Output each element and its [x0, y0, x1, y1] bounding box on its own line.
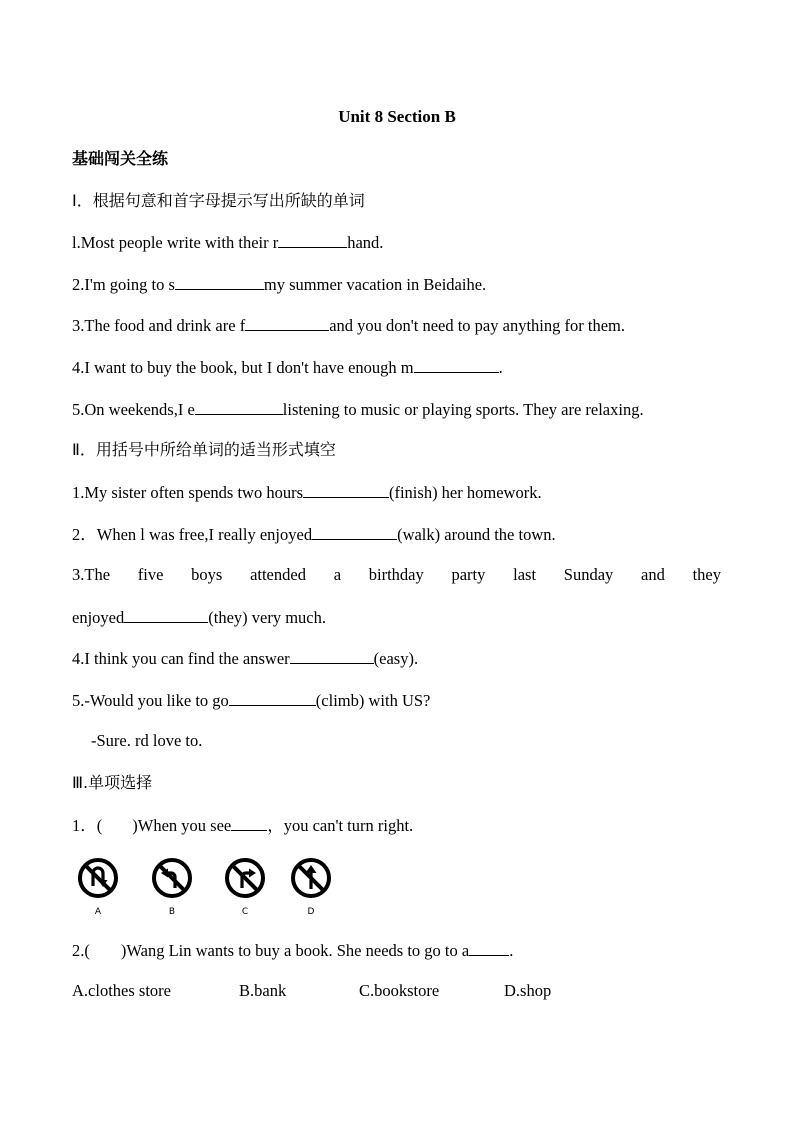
answer-blank[interactable]	[312, 524, 397, 540]
section-2-heading: Ⅱ．用括号中所给单词的适当形式填空	[72, 440, 336, 459]
sec3-question-2: 2.( )Wang Lin wants to buy a book. She needs to go to a .	[72, 941, 514, 960]
no-left-turn-icon	[150, 856, 194, 900]
answer-blank[interactable]	[231, 815, 267, 831]
sec1-item-2: 2.I'm going to s my summer vacation in Beidaihe.	[72, 275, 487, 294]
sign-option-a	[76, 856, 120, 920]
sign-label: A	[94, 907, 102, 917]
no-right-turn-icon	[223, 856, 267, 900]
answer-blank[interactable]	[278, 232, 347, 248]
sec2-item-5-reply: -Sure. rd love to.	[91, 731, 203, 750]
sign-label: D	[307, 907, 315, 917]
sec3-question-1: 1．( )When you see ，you can't turn right.	[72, 816, 414, 835]
sign-label: B	[168, 907, 176, 917]
answer-blank[interactable]	[290, 648, 374, 664]
no-u-turn-icon	[76, 856, 120, 900]
sec2-item-3-line-2: enjoyed (they) very much.	[72, 608, 326, 627]
section-1-heading: I．根据句意和首字母提示写出所缺的单词	[72, 191, 365, 210]
sec2-item-2: 2．When l was free,I really enjoyed (walk) around the town.	[72, 525, 556, 544]
section-subtitle: 基础闯关全练	[72, 149, 169, 168]
sec2-item-4: 4.I think you can find the answer (easy).	[72, 649, 419, 668]
option-c[interactable]: C.bookstore	[359, 981, 440, 1000]
option-b[interactable]: B.bank	[239, 981, 287, 1000]
sign-option-b	[150, 856, 194, 920]
answer-blank[interactable]	[229, 690, 316, 706]
sec1-item-3: 3.The food and drink are f and you don't need to pay anything for them.	[72, 316, 625, 335]
option-d[interactable]: D.shop	[504, 981, 552, 1000]
sec2-item-3-line-1: 3.The five boys attended a birthday party last Sunday and they	[72, 565, 721, 584]
section-3-heading: Ⅲ.单项选择	[72, 773, 153, 792]
sec2-item-5: 5.-Would you like to go (climb) with US?	[72, 691, 431, 710]
answer-blank[interactable]	[414, 357, 499, 373]
answer-blank[interactable]	[469, 940, 509, 956]
sign-label: C	[241, 907, 249, 917]
sec1-item-1: l.Most people write with their r hand.	[72, 233, 384, 252]
page-title: Unit 8 Section B	[338, 107, 456, 126]
answer-blank[interactable]	[124, 607, 208, 623]
sign-option-d	[289, 856, 333, 920]
answer-blank[interactable]	[245, 315, 329, 331]
answer-blank[interactable]	[195, 399, 283, 415]
sign-option-c	[223, 856, 267, 920]
answer-blank[interactable]	[303, 482, 389, 498]
sec3-question-2-options	[72, 981, 722, 1003]
sec1-item-5: 5.On weekends,I e listening to music or playing sports. They are relaxing.	[72, 400, 644, 419]
sec2-item-1: 1.My sister often spends two hours (finish) her homework.	[72, 483, 542, 502]
no-straight-icon	[289, 856, 333, 900]
sec1-item-4: 4.I want to buy the book, but I don't have enough m .	[72, 358, 503, 377]
answer-blank[interactable]	[175, 274, 264, 290]
option-a[interactable]: A.clothes store	[72, 981, 171, 1000]
